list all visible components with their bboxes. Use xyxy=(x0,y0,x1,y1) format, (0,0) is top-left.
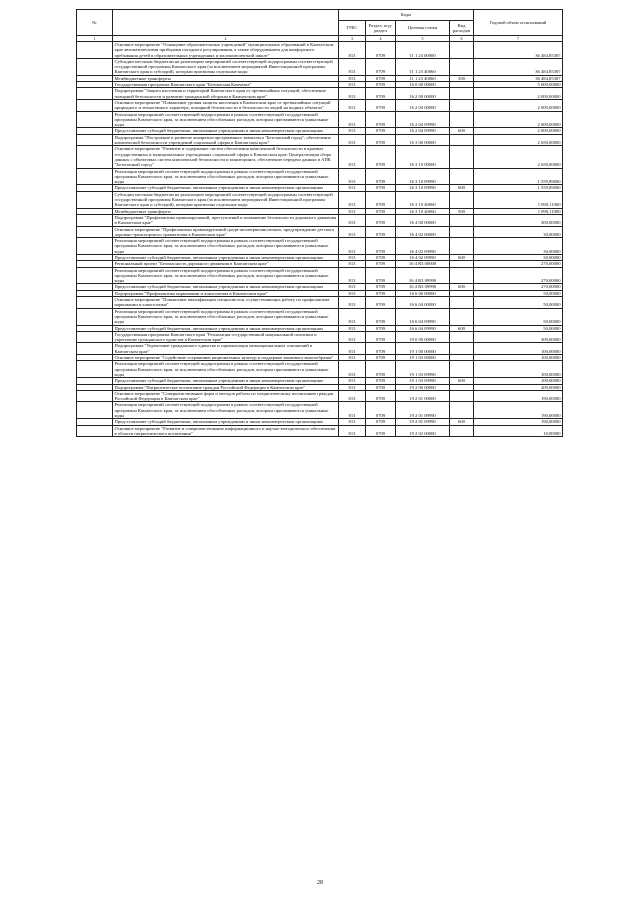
row-section: 0709 xyxy=(366,267,396,284)
row-section: 0709 xyxy=(366,284,396,290)
row-amount: 300,00000 xyxy=(474,331,563,343)
row-expense-type xyxy=(450,214,474,226)
header-vr: Вид расходов xyxy=(450,21,474,36)
row-name: Основное мероприятие "Оснащение образовательных учреждений" муниципальных образований в Камчатском крае автоматическими приборами погодного регулирования, а также оборудованием для комфортного пребывания детей в образовательных учреждениях и малокомплектной школе" xyxy=(113,42,339,59)
row-grbs: 813 xyxy=(339,58,366,75)
row-name: Реализация мероприятий соответствующей подпрограммы в рамках соответствующей государственной программы Камчатского края, за исключением обособленных расходов, которым присваиваются уникальные коды xyxy=(113,238,339,255)
row-section: 0709 xyxy=(366,88,396,100)
row-number xyxy=(77,238,113,255)
row-name: Подпрограмма "Укрепление гражданского единства и гармонизация межнациональных отношений в Камчатском крае" xyxy=(113,343,339,355)
row-target-article: 19 2 02 00000 xyxy=(396,425,450,437)
row-grbs: 813 xyxy=(339,425,366,437)
row-amount: 270,00000 xyxy=(474,267,563,284)
row-target-article: 11 1 23 40060 xyxy=(396,58,450,75)
row-number xyxy=(77,42,113,59)
row-amount: 190,00000 xyxy=(474,419,563,425)
row-section: 0709 xyxy=(366,325,396,331)
row-name: Реализация мероприятий соответствующей подпрограммы в рамках соответствующей государственной программы Камчатского края, за исключением обособленных расходов, которым присваиваются уникальные коды xyxy=(113,267,339,284)
row-expense-type: 500 xyxy=(450,208,474,214)
row-name: Государственная программа Камчатского края "Безопасная Камчатка" xyxy=(113,82,339,88)
row-expense-type: 600 xyxy=(450,128,474,134)
row-target-article: 19 0 00 00000 xyxy=(396,331,450,343)
row-grbs: 813 xyxy=(339,134,366,146)
row-target-article: 16 4 02 09990 xyxy=(396,254,450,260)
column-number: 4 xyxy=(366,36,396,42)
column-number: 1 xyxy=(77,36,113,42)
row-grbs: 813 xyxy=(339,146,366,168)
row-target-article: 16 4 R3 09990 xyxy=(396,267,450,284)
row-section: 0709 xyxy=(366,128,396,134)
row-amount: 2 650,00000 xyxy=(474,146,563,168)
row-grbs: 813 xyxy=(339,185,366,191)
header-codes: Коды xyxy=(339,10,474,21)
row-grbs: 813 xyxy=(339,75,366,81)
row-target-article: 16 6 00 00000 xyxy=(396,290,450,296)
row-section: 0709 xyxy=(366,99,396,111)
row-target-article: 16 4 R3 00000 xyxy=(396,261,450,267)
row-amount: 190,00000 xyxy=(474,390,563,402)
row-number xyxy=(77,214,113,226)
row-amount: 2 000,00000 xyxy=(474,111,563,128)
row-target-article: 16 3 10 40060 xyxy=(396,208,450,214)
row-expense-type: 600 xyxy=(450,378,474,384)
row-section: 0709 xyxy=(366,254,396,260)
row-section: 0709 xyxy=(366,75,396,81)
row-amount: 100,00000 xyxy=(474,378,563,384)
row-grbs: 813 xyxy=(339,297,366,309)
row-expense-type xyxy=(450,390,474,402)
row-amount: 1 559,89000 xyxy=(474,168,563,185)
budget-table xyxy=(76,9,563,437)
row-expense-type: 600 xyxy=(450,325,474,331)
row-number xyxy=(77,168,113,185)
row-grbs: 813 xyxy=(339,128,366,134)
row-grbs: 813 xyxy=(339,88,366,100)
row-target-article: 16 2 00 00000 xyxy=(396,88,450,100)
row-target-article: 16 2 04 09990 xyxy=(396,128,450,134)
row-target-article: 11 1 23 40060 xyxy=(396,75,450,81)
row-target-article: 16 4 00 00000 xyxy=(396,214,450,226)
row-section: 0709 xyxy=(366,58,396,75)
row-name: Субсидии местным бюджетам на реализацию мероприятий соответствующей подпрограммы соответствующей государственной программы Камчатского края (за исключением мероприятий Инвестиционной программы Камчатского края и субсидий), которым присвоены отдельные коды xyxy=(113,58,339,75)
row-expense-type xyxy=(450,191,474,208)
row-amount: 50,00000 xyxy=(474,290,563,296)
row-number xyxy=(77,402,113,419)
row-expense-type xyxy=(450,42,474,59)
row-target-article: 19 2 01 00000 xyxy=(396,390,450,402)
row-section: 0709 xyxy=(366,419,396,425)
row-expense-type xyxy=(450,168,474,185)
header-csr: Целевая статья xyxy=(396,21,450,36)
row-section: 0709 xyxy=(366,355,396,361)
row-number xyxy=(77,146,113,168)
row-name: Предоставление субсидий бюджетным, автономным учреждениям и иным некоммерческим организациям xyxy=(113,325,339,331)
row-amount: 36 484,85387 xyxy=(474,75,563,81)
row-grbs: 813 xyxy=(339,284,366,290)
row-section: 0709 xyxy=(366,331,396,343)
row-amount: 36 484,85387 xyxy=(474,42,563,59)
row-section: 0709 xyxy=(366,308,396,325)
row-target-article: 19 1 03 09990 xyxy=(396,361,450,378)
row-name: Основное мероприятие "Содействие сохранению национальных культур и поддержке языкового многообразия" xyxy=(113,355,339,361)
row-target-article: 19 1 03 09990 xyxy=(396,378,450,384)
row-expense-type xyxy=(450,238,474,255)
row-name: Реализация мероприятий соответствующей подпрограммы в рамках соответствующей государственной программы Камчатского края, за исключением обособленных расходов, которым присваиваются уникальные коды xyxy=(113,111,339,128)
row-name: Подпрограмма "Защита населения и территорий Камчатского края от чрезвычайных ситуаций, обеспечение пожарной безопасности и развитие гражданской обороны в Камчатском крае" xyxy=(113,88,339,100)
row-name: Подпрограмма "Профилактика правонарушений, преступлений и повышение безопасности дорожного движения в Камчатском крае" xyxy=(113,214,339,226)
table-body xyxy=(77,42,563,437)
row-expense-type xyxy=(450,146,474,168)
row-grbs: 813 xyxy=(339,42,366,59)
row-grbs: 813 xyxy=(339,402,366,419)
row-amount: 10,00000 xyxy=(474,425,563,437)
row-expense-type xyxy=(450,343,474,355)
row-target-article: 16 3 10 40060 xyxy=(396,191,450,208)
row-grbs: 813 xyxy=(339,390,366,402)
row-amount: 270,00000 xyxy=(474,284,563,290)
row-grbs: 813 xyxy=(339,384,366,390)
row-grbs: 813 xyxy=(339,331,366,343)
row-name: Предоставление субсидий бюджетным, автономным учреждениям и иным некоммерческим организациям xyxy=(113,284,339,290)
row-expense-type xyxy=(450,361,474,378)
row-section: 0709 xyxy=(366,146,396,168)
row-grbs: 813 xyxy=(339,343,366,355)
row-number xyxy=(77,226,113,238)
row-number xyxy=(77,191,113,208)
row-grbs: 813 xyxy=(339,254,366,260)
row-amount: 300,00000 xyxy=(474,214,563,226)
table-row xyxy=(77,191,563,208)
row-name: Предоставление субсидий бюджетным, автономным учреждениям и иным некоммерческим организациям xyxy=(113,185,339,191)
row-amount: 5 000,00000 xyxy=(474,82,563,88)
row-section: 0709 xyxy=(366,42,396,59)
row-section: 0709 xyxy=(366,134,396,146)
row-number xyxy=(77,425,113,437)
row-expense-type: 500 xyxy=(450,75,474,81)
header-amount: Годовой объем ассигнований xyxy=(474,10,563,36)
row-expense-type xyxy=(450,58,474,75)
row-target-article: 19 1 00 00000 xyxy=(396,343,450,355)
row-name: Реализация мероприятий соответствующей подпрограммы в рамках соответствующей государственной программы Камчатского края, за исключением обособленных расходов, которым присваиваются уникальные коды xyxy=(113,402,339,419)
row-expense-type xyxy=(450,111,474,128)
row-grbs: 813 xyxy=(339,267,366,284)
page-number: 28 xyxy=(317,880,323,886)
row-section: 0709 xyxy=(366,378,396,384)
row-name: Подпрограмма "Профилактика наркомании и алкоголизма в Камчатском крае" xyxy=(113,290,339,296)
table-row xyxy=(77,331,563,343)
row-amount: 50,00000 xyxy=(474,325,563,331)
row-number xyxy=(77,331,113,343)
row-name: Предоставление субсидий бюджетным, автономным учреждениям и иным некоммерческим организациям xyxy=(113,254,339,260)
row-amount: 100,00000 xyxy=(474,361,563,378)
row-grbs: 813 xyxy=(339,168,366,185)
row-section: 0709 xyxy=(366,226,396,238)
row-section: 0709 xyxy=(366,390,396,402)
row-name: Предоставление субсидий бюджетным, автономным учреждениям и иным некоммерческим организациям xyxy=(113,378,339,384)
row-name: Предоставление субсидий бюджетным, автономным учреждениям и иным некоммерческим организациям xyxy=(113,419,339,425)
row-section: 0709 xyxy=(366,290,396,296)
row-grbs: 813 xyxy=(339,238,366,255)
header-num: № xyxy=(77,10,113,36)
row-name: Основное мероприятие "Развитие и совершенствование информационного и научно-методического обеспечения в области патриотического воспитания" xyxy=(113,425,339,437)
table-row xyxy=(77,402,563,419)
row-name: Предоставление субсидий бюджетным, автономным учреждениям и иным некоммерческим организациям xyxy=(113,128,339,134)
row-name: Основное мероприятие "Развитие и содержание систем обеспечения комплексной безопасности в краевых государственных и муниципальных учреждениях социальной сферы в Камчатском крае. Централизация сбора данных с объектовых систем комплексной безопасности и мониторинга, обеспечение передачи данных в АПК "Безопасный город" xyxy=(113,146,339,168)
column-number: 7 xyxy=(474,36,563,42)
row-name: Реализация мероприятий соответствующей подпрограммы в рамках соответствующей государственной программы Камчатского края, за исключением обособленных расходов, которым присваиваются уникальные коды xyxy=(113,168,339,185)
row-grbs: 813 xyxy=(339,208,366,214)
row-number xyxy=(77,58,113,75)
table-row xyxy=(77,390,563,402)
row-grbs: 813 xyxy=(339,325,366,331)
row-amount: 50,00000 xyxy=(474,308,563,325)
row-section: 0709 xyxy=(366,111,396,128)
row-grbs: 813 xyxy=(339,355,366,361)
row-grbs: 813 xyxy=(339,361,366,378)
row-name: Межбюджетные трансферты xyxy=(113,208,339,214)
row-target-article: 19 2 01 09990 xyxy=(396,402,450,419)
row-grbs: 813 xyxy=(339,191,366,208)
table-row xyxy=(77,308,563,325)
row-name: Основное мероприятие "Повышение квалификации специалистов, осуществляющих работу по профилактике наркомании и алкоголизма" xyxy=(113,297,339,309)
row-target-article: 16 3 10 09990 xyxy=(396,185,450,191)
row-amount: 2 000,00000 xyxy=(474,128,563,134)
row-grbs: 813 xyxy=(339,290,366,296)
row-expense-type xyxy=(450,297,474,309)
row-number xyxy=(77,134,113,146)
row-amount: 30,00000 xyxy=(474,254,563,260)
row-grbs: 813 xyxy=(339,261,366,267)
column-number: 6 xyxy=(450,36,474,42)
row-section: 0709 xyxy=(366,297,396,309)
row-amount: 2 000,00000 xyxy=(474,88,563,100)
row-name: Реализация мероприятий соответствующей подпрограммы в рамках соответствующей государственной программы Камчатского края, за исключением обособленных расходов, которым присваиваются уникальные коды xyxy=(113,308,339,325)
row-number xyxy=(77,111,113,128)
row-grbs: 813 xyxy=(339,214,366,226)
table-row xyxy=(77,134,563,146)
table-row xyxy=(77,146,563,168)
row-target-article: 16 6 04 09990 xyxy=(396,325,450,331)
row-section: 0709 xyxy=(366,214,396,226)
row-section: 0709 xyxy=(366,208,396,214)
row-amount: 2 650,00000 xyxy=(474,134,563,146)
row-target-article: 19 2 00 00000 xyxy=(396,384,450,390)
row-expense-type xyxy=(450,88,474,100)
row-grbs: 813 xyxy=(339,226,366,238)
row-section: 0709 xyxy=(366,361,396,378)
row-target-article: 16 2 04 00000 xyxy=(396,99,450,111)
row-amount: 36 484,85387 xyxy=(474,58,563,75)
budget-table-page xyxy=(76,9,562,437)
row-amount: 2 000,00000 xyxy=(474,99,563,111)
column-number: 3 xyxy=(339,36,366,42)
row-expense-type xyxy=(450,226,474,238)
row-name: Государственная программа Камчатского края "Реализация государственной национальной политики и укрепление гражданского единства в Камчатском крае" xyxy=(113,331,339,343)
table-row xyxy=(77,343,563,355)
row-section: 0709 xyxy=(366,82,396,88)
row-name: Основное мероприятие "Совершенствование форм и методов работы по патриотическому воспитанию граждан Российской Федерации в Камчатском крае" xyxy=(113,390,339,402)
row-number xyxy=(77,308,113,325)
row-number xyxy=(77,267,113,284)
row-section: 0709 xyxy=(366,185,396,191)
row-expense-type xyxy=(450,331,474,343)
row-amount: 50,00000 xyxy=(474,297,563,309)
table-row xyxy=(77,111,563,128)
row-grbs: 813 xyxy=(339,111,366,128)
table-row xyxy=(77,267,563,284)
header-rzp: Раздел, под-раздел xyxy=(366,21,396,36)
row-name: Основное мероприятие "Профилактика правонарушений среди несовершеннолетних, предупреждение детского дорожно-транспортного травматизма в Камчатском крае" xyxy=(113,226,339,238)
row-amount: 200,00000 xyxy=(474,384,563,390)
row-name: Межбюджетные трансферты xyxy=(113,75,339,81)
row-amount: 1 090,11000 xyxy=(474,191,563,208)
header-name xyxy=(113,10,339,36)
row-expense-type xyxy=(450,308,474,325)
row-expense-type xyxy=(450,134,474,146)
row-expense-type xyxy=(450,99,474,111)
row-amount: 30,00000 xyxy=(474,226,563,238)
column-number: 2 xyxy=(113,36,339,42)
row-number xyxy=(77,343,113,355)
row-number xyxy=(77,297,113,309)
table-row xyxy=(77,88,563,100)
row-name: Основное мероприятие "Повышение уровня защиты населения в Камчатском крае от чрезвычайных ситуаций природного и техногенного характера, пожарной безопасности и безопасности людей на водных объектах" xyxy=(113,99,339,111)
row-section: 0709 xyxy=(366,238,396,255)
row-grbs: 813 xyxy=(339,378,366,384)
row-name: Региональный проект "Безопасность дорожного движения в Камчатском крае" xyxy=(113,261,339,267)
table-row xyxy=(77,58,563,75)
header-grbs: ГРБС xyxy=(339,21,366,36)
table-row xyxy=(77,425,563,437)
row-target-article: 16 6 04 00000 xyxy=(396,297,450,309)
row-target-article: 16 6 04 09990 xyxy=(396,308,450,325)
row-target-article: 16 4 02 00000 xyxy=(396,226,450,238)
table-row xyxy=(77,99,563,111)
row-expense-type xyxy=(450,425,474,437)
row-expense-type: 600 xyxy=(450,254,474,260)
row-name: Реализация мероприятий соответствующей подпрограммы в рамках соответствующей государственной программы Камчатского края, за исключением обособленных расходов, которым присваиваются уникальные коды xyxy=(113,361,339,378)
row-target-article: 16 4 R3 09990 xyxy=(396,284,450,290)
row-name: Субсидии местным бюджетам на реализацию мероприятий соответствующей подпрограммы соответствующей государственной программы Камчатского края (за исключением мероприятий Инвестиционной программы Камчатского края и субсидий), которым присвоены отдельные коды xyxy=(113,191,339,208)
row-grbs: 813 xyxy=(339,82,366,88)
row-section: 0709 xyxy=(366,191,396,208)
row-amount: 1 559,89000 xyxy=(474,185,563,191)
row-section: 0709 xyxy=(366,384,396,390)
row-number xyxy=(77,361,113,378)
row-target-article: 16 3 00 00000 xyxy=(396,134,450,146)
row-expense-type: 600 xyxy=(450,419,474,425)
row-target-article: 16 4 02 09990 xyxy=(396,238,450,255)
row-expense-type: 600 xyxy=(450,284,474,290)
row-number xyxy=(77,88,113,100)
row-amount: 100,00000 xyxy=(474,343,563,355)
table-row xyxy=(77,238,563,255)
table-row xyxy=(77,168,563,185)
row-name: Подпрограмма "Патриотическое воспитание граждан Российской Федерации в Камчатском крае" xyxy=(113,384,339,390)
table-row xyxy=(77,214,563,226)
table-row xyxy=(77,42,563,59)
row-target-article: 16 3 10 09990 xyxy=(396,168,450,185)
row-section: 0709 xyxy=(366,402,396,419)
row-section: 0709 xyxy=(366,168,396,185)
row-target-article: 11 1 23 00000 xyxy=(396,42,450,59)
row-expense-type xyxy=(450,402,474,419)
row-target-article: 19 2 01 09990 xyxy=(396,419,450,425)
row-name: Подпрограмма "Построение и развитие аппаратно-программного комплекса "Безопасный город", обеспечение комплексной безопасности учреждений социальной сферы в Камчатском крае" xyxy=(113,134,339,146)
row-expense-type: 600 xyxy=(450,185,474,191)
row-section: 0709 xyxy=(366,425,396,437)
row-expense-type xyxy=(450,267,474,284)
row-amount: 100,00000 xyxy=(474,355,563,361)
row-amount: 30,00000 xyxy=(474,238,563,255)
row-target-article: 16 3 10 00000 xyxy=(396,146,450,168)
row-grbs: 813 xyxy=(339,99,366,111)
table-row xyxy=(77,297,563,309)
row-number xyxy=(77,99,113,111)
row-section: 0709 xyxy=(366,343,396,355)
row-section: 0709 xyxy=(366,261,396,267)
column-number: 5 xyxy=(396,36,450,42)
row-grbs: 813 xyxy=(339,419,366,425)
table-row xyxy=(77,226,563,238)
row-target-article: 16 0 00 00000 xyxy=(396,82,450,88)
row-amount: 270,00000 xyxy=(474,261,563,267)
table-row xyxy=(77,361,563,378)
row-amount: 190,00000 xyxy=(474,402,563,419)
row-target-article: 19 1 03 00000 xyxy=(396,355,450,361)
row-amount: 1 090,11000 xyxy=(474,208,563,214)
row-grbs: 813 xyxy=(339,308,366,325)
row-number xyxy=(77,390,113,402)
row-target-article: 16 2 04 09990 xyxy=(396,111,450,128)
